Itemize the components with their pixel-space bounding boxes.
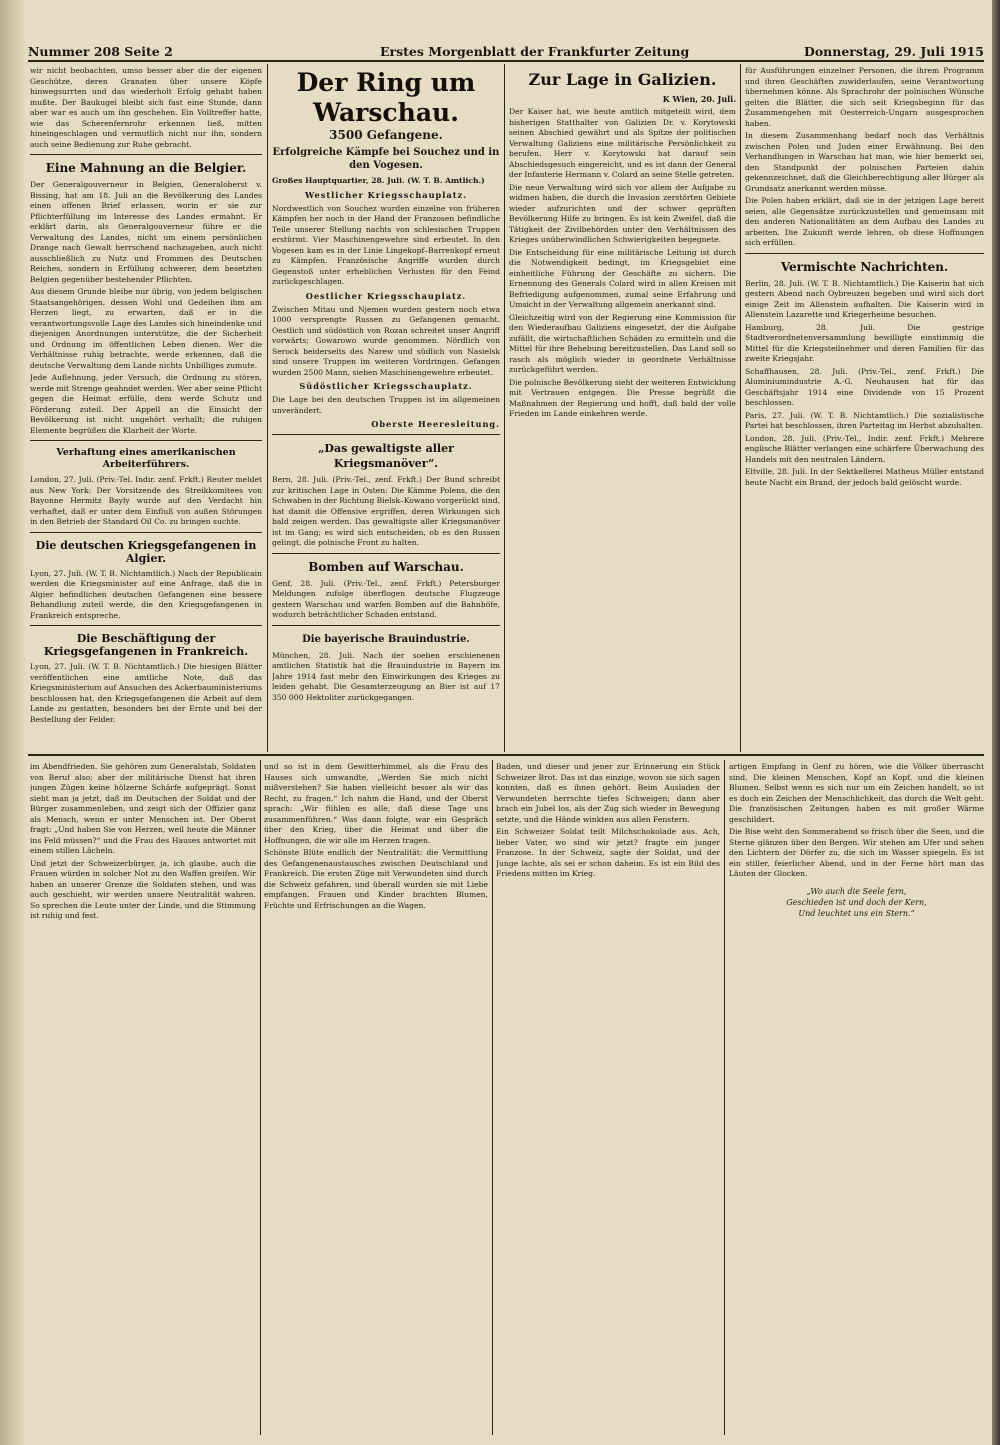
feuilleton-rule [28, 754, 984, 756]
feuilleton-text: Die Bise weht den Sommerabend so frisch über die Seen, und die Sterne glänzen über den Bergen. Wir stehen am Ufer und sehen den Lichtern der Dörfer zu, die sich im Wasser spiegeln. Es ist ein stiller, feierlicher Abend, und in der Ferne hört man das Läuten der Glocken. [729, 827, 984, 878]
headline-bomben: Bomben auf Warschau. [308, 559, 464, 574]
article-text: Bern, 28. Juli. (Priv.-Tel., zenf. Frkft.) Der Bund schreibt zur kritischen Lage in Osten: Die Kämme Polens, die den Schwaben in der Richtung Bielsk–Kowano vorgerückt sind, hat damit die Offensive ergriffen, deren Wirkungen sich bald zeigen werden. Das gewaltigste aller Kriegsmanöver ist im Gang; es wird sich entscheiden, ob es den Russen gelingt, die polnische Front zu halten. [272, 475, 500, 547]
issue-date: Donnerstag, 29. Juli 1915 [804, 44, 984, 59]
article-text: Die polnische Bevölkerung sieht der weiteren Entwicklung mit Vertrauen entgegen. Die Presse begrüßt die Maßnahmen der Regierung und hofft, daß bald der volle Frieden im Lande einkehren werde. [509, 377, 736, 418]
divider [30, 532, 262, 533]
feuilleton-column-4 [729, 762, 984, 1434]
feuilleton-column-3 [496, 762, 720, 1434]
subheadline-kaempfe: Erfolgreiche Kämpfe bei Souchez und in den Vogesen. [272, 147, 500, 171]
article-text: London, 27. Juli. (Priv.-Tel. Indir. zenf. Frkft.) Reuter meldet aus New York: Der Vorsitzende des Streikkomitees von Bayonne Hermitz Bayly wurde auf den Verdacht hin verhaftet, daß er unter dem Einfluß von außen Störungen in den Betrieb der Standard Oil Co. zu bringen suchte. [30, 475, 262, 526]
article-text: Berlin, 28. Juli. (W. T. B. Nichtamtlich.) Die Kaiserin hat sich gestern Abend nach Oybreuzen begeben und wird sich dort einige Zeit im Allenstein aufhalten. Die Kaiserin wird in Allenstein Lazarette und Kriegerheime besuchen. [745, 278, 984, 319]
column-3 [509, 66, 736, 752]
article-text: Der Generalgouverneur in Belgien, Generaloberst v. Bissing, hat am 18. Juli an die Bevölkerung des Landes einen offenen Brief erlassen, worin er sie zur Pflichterfüllung im Interesse des Landes ermahnt. Er erklärt darin, als Generalgouverneur führe er die Verwaltung des Landes, nicht um einem persönlichen Drange nach Gewalt herrschend nachzugeben, auch nicht ausschließlich zu Nutz und Frommen des Deutschen Reiches, sondern in Erfüllung schwerer, dem besetzten Belgien gegenüber bestehender Pflichten. [30, 180, 262, 284]
column-rule [724, 760, 725, 1435]
article-text: Zwischen Mitau und Njemen wurden gestern noch etwa 1000 versprengte Russen zu Gefangenen gemacht. Oestlich und südöstlich von Rozan schreitet unser Angriff vorwärts; Gowarowo wurde genommen. Nördlich von Serock beiderseits des Narew und südlich von Nasielsk sind unsere Truppen im weiteren Vordringen. Gefangen wurden 2500 Mann, sieben Maschinengewehre erbeutet. [272, 304, 500, 377]
article-text: London, 28. Juli. (Priv.-Tel., Indir. zenf. Frkft.) Mehrere englische Blätter verlangen eine schärfere Überwachung des Handels mit den neutralen Ländern. [745, 433, 984, 464]
page-edge-shadow [992, 0, 1000, 1445]
article-text: Jede Auflehnung, jeder Versuch, die Ordnung zu stören, werde mit Strenge geahndet werden. Wer aber seine Pflicht gegen die Heimat erfülle, dem werde Schutz und Förderung zuteil. Der Appell an die Einsicht der Bevölkerung ist nicht ungehört verhallt; die ruhigen Elemente begrüßen die Klarheit der Worte. [30, 373, 262, 435]
headline-kriegsmanoever: „Das gewaltigste aller Kriegsmanöver“. [318, 442, 454, 470]
article-text: Lyon, 27. Juli. (W. T. B. Nichtamtlich.) Die hiesigen Blätter veröffentlichen eine amtliche Note, daß das Kriegsministerium auf Ansuchen des Ackerbauministeriums beschlossen hat, den Kriegsgefangenen die Arbeit auf dem Lande zu gestatten, besonders bei der Ernte und bei der Bestellung der Felder. [30, 662, 262, 724]
subheadline-gefangene: 3500 Gefangene. [329, 128, 443, 142]
column-2 [272, 66, 500, 752]
article-text: Hamburg, 28. Juli. Die gestrige Stadtverordnetenversammlung bewilligte einstimmig die Mittel für die Kriegsteilnehmer und deren Familien für das zweite Kriegsjahr. [745, 322, 984, 363]
masthead-rule [28, 60, 984, 62]
divider [30, 440, 262, 441]
article-text: München, 28. Juli. Nach der soeben erschienenen amtlichen Statistik hat die Brauindustrie in Bayern im Jahre 1914 fast mehr den Einwirkungen des Krieges zu leiden gehabt. Die Gesamterzeugung an Bier ist auf 17 350 000 Hektoliter zurückgegangen. [272, 650, 500, 702]
signature: Oberste Heeresleitung. [371, 419, 500, 429]
article-text: Lyon, 27. Juli. (W. T. B. Nichtamtlich.) Nach der Republicain werden die Kriegsminister auf eine Anfrage, daß die in Algier befindlichen deutschen Gefangenen eine bessere Behandlung zuteil werde, die den Kriegsgefangenen in Frankreich entspreche. [30, 568, 262, 620]
headline-brauindustrie: Die bayerische Brauindustrie. [302, 633, 470, 645]
article-text: Die neue Verwaltung wird sich vor allem der Aufgabe zu widmen haben, die durch die Invasion zerstörten Gebiete wieder aufzurichten und der schwer geprüften Bevölkerung Hilfe zu bringen. Es ist kein Zweifel, daß die Tätigkeit der Zivilbehörden unter den Verhältnissen des Krieges unüberwindlichen Schwierigkeiten begegnete. [509, 182, 736, 244]
issue-number-page: Nummer 208 Seite 2 [28, 44, 173, 59]
feuilleton-text: und so ist in dem Gewitterhimmel, als die Frau des Hauses sich umwandte, „Werden Sie mich nicht mißverstehen? Sie haben vielleicht besser als wir das Recht, zu fragen.“ Ich nahm die Hand, und der Oberst sprach: „Wir fühlen es alle, daß diese Tage uns zusammenführen.“ Was dann folgte, war ein Gespräch über den Krieg, über die Heimat und über die Hoffnungen, die wir alle im Herzen tragen. [264, 762, 488, 845]
book-spine-shadow [0, 0, 26, 1445]
masthead [28, 44, 984, 60]
column-4 [745, 66, 984, 752]
headline-ring-um-warschau: Der Ring um Warschau. [296, 68, 476, 127]
feuilleton-column-1 [30, 762, 256, 1434]
article-text: wir nicht beobachten, umso besser aber die der eigenen Geschütze, deren Granaten über unsere Köpfe hinwegsurrten und das wiederholt Erfolg gehabt haben mußte. Der Baukugel bleibt sich fast eine Stunde, dann aber war es auch um ihn geschehen. Ein Volltreffer hatte, wie das Scherenfernrohr erkennen ließ, mitten hineingeschlagen und vermutlich nicht nur ihn, sondern auch seine Bedienung zur Ruhe gebracht. [30, 66, 262, 149]
article-text: Nordwestlich von Souchez wurden einzelne von früheren Kämpfen her noch in der Hand der Franzosen befindliche Teile unserer Stellung nachts von schlesischen Truppen erstürmt. Vier Maschinengewehre sind erbeutet. In den Vogesen kam es in der Linie Lingekopf–Barrenkopf erneut zu Kämpfen. Französische Angriffe wurden durch Gegenstoß unter erheblichen Verlusten für den Feind zurückgeschlagen. [272, 203, 500, 286]
headline-mahnung: Eine Mahnung an die Belgier. [45, 161, 247, 175]
column-rule [492, 760, 493, 1435]
verse-line: „Wo auch die Seele fern, [806, 886, 907, 896]
divider [272, 553, 500, 554]
column-rule [260, 760, 261, 1435]
article-text: Die Entscheidung für eine militärische Leitung ist durch die Notwendigkeit bedingt, im Kriegsgebiet eine einheitliche Führung der Geschäfte zu sichern. Die Ernennung des Generals Colard wird in allen Kreisen mit Befriedigung aufgenommen, zumal seine Erfahrung und Umsicht in der Verwaltung allgemein anerkannt sind. [509, 247, 736, 309]
column-1 [30, 66, 262, 752]
article-text: Die Lage bei den deutschen Truppen ist im allgemeinen unverändert. [272, 395, 500, 415]
divider [272, 434, 500, 435]
headline-beschaeftigung: Die Beschäftigung der Kriegsgefangenen in Frankreich. [43, 632, 249, 658]
headline-algier: Die deutschen Kriegsgefangenen in Algier. [35, 538, 257, 565]
headline-vermischte: Vermischte Nachrichten. [780, 259, 949, 274]
paper-title: Erstes Morgenblatt der Frankfurter Zeitung [380, 44, 690, 59]
feuilleton-text: artigen Empfang in Genf zu hören, wie die Völker überrascht sind. Die kleinen Menschen, Kopf an Kopf, und die kleinen Blumen. Selbst wenn es sich nur um ein Zeichen handelt, so ist es doch ein Zeichen der Menschlichkeit, das durch die Welt geht. Die französischen Zeitungen haben es mit großer Wärme geschildert. [729, 762, 984, 824]
article-text: Der Kaiser hat, wie heute amtlich mitgeteilt wird, dem bisherigen Statthalter von Galizien Dr. v. Korytowski seinen Abschied gewährt und als Spitze der politischen Verwaltung Galiziens eine militärische Persönlichkeit zu berufen. Herr v. Korytowski hat darauf sein Abschiedsgesuch eingereicht, und es ist dann der General der Infanterie Hermann v. Colard an seine Stelle getreten. [509, 107, 736, 179]
column-rule [740, 64, 741, 752]
feuilleton-text: Und jetzt der Schweizerbürger, ja, ich glaube, auch die Frauen würden in solcher Not zu den Waffen greifen. Wir haben an unserer Grenze die Soldaten stehen, und was auch geschieht, wir werden unsere Neutralität wahren. So sprechen die Leute unter der Linde, und die Stimmung ist ruhig und fest. [30, 858, 256, 920]
feuilleton-column-2 [264, 762, 488, 1434]
section-southeast: Südöstlicher Kriegsschauplatz. [299, 381, 473, 391]
article-text: Die Polen haben erklärt, daß sie in der jetzigen Lage bereit seien, alle Gegensätze zurückzustellen und gemeinsam mit den anderen Nationalitäten an dem Aufbau des Landes zu arbeiten. Die Zukunft werde lehren, ob diese Hoffnungen sich erfüllen. [745, 196, 984, 247]
feuilleton-text: im Abendfrieden. Sie gehören zum Generalstab, Soldaten von Beruf also; aber der militärische Dienst hat ihren jungen Zügen keine hölzerne Schärfe aufgeprägt. Sonst sieht man ja jetzt, daß im Deutschen der Soldat und der Bürger zusammenleben, und zeigt sich der Offizier ganz als Mensch, wenn er unter Menschen ist. Der Oberst fragt: „Und haben Sie von Herzen, weil heute die Männer ins Feld müssen?“ und die Frau des Hauses antwortet mit einem stillen Lächeln. [30, 762, 256, 855]
column-rule [267, 64, 268, 752]
column-rule [504, 64, 505, 752]
divider [272, 625, 500, 626]
feuilleton-text: Schönste Blüte endlich der Neutralität: die Vermittlung des Gefangenenaustausches zwischen Deutschland und Frankreich. Die ersten Züge mit Verwundeten sind durch die Schweiz gefahren, und überall wurden sie mit Liebe empfangen. Frauen und Kinder brachten Blumen, Früchte und Erfrischungen an die Wagen. [264, 848, 488, 910]
article-text: Paris, 27. Juli. (W. T. B. Nichtamtlich.) Die sozialistische Partei hat beschlossen, ihren Parteitag im Herbst abzuhalten. [745, 410, 984, 430]
verse-line: Geschieden ist und doch der Kern, [786, 897, 927, 907]
article-text: In diesem Zusammenhang bedarf noch das Verhältnis zwischen Polen und Juden einer Erwähnung. Bei den Verhandlungen in Warschau hat man, wie hier bemerkt sei, den Standpunkt der polnischen Parteien dahin gekennzeichnet, daß die Gleichberechtigung aller Bürger als Grundsatz anerkannt werden müsse. [745, 131, 984, 193]
article-text: Gleichzeitig wird von der Regierung eine Kommission für den Wiederaufbau Galiziens eingesetzt, der die Aufgabe zufällt, die wirtschaftlichen Schäden zu ermitteln und die Mittel für ihre Behebung bereitzustellen. Das Land soll so rasch als möglich wieder in geordnete Verhältnisse zurückgeführt werden. [509, 312, 736, 374]
article-text: Genf, 28. Juli. (Priv.-Tel., zenf. Frkft.) Petersburger Meldungen zufolge überflogen deutsche Flugzeuge gestern Warschau und warfen Bomben auf die Bahnhöfe, wodurch beträchtlicher Schaden entstand. [272, 578, 500, 619]
feuilleton-text: Ein Schweizer Soldat teilt Milchschokolade aus. Ach, lieber Vater, wo sind wir jetzt? fragte ein junger Franzose. In der Schweiz, sagte der Soldat, und der Junge lachte, als sei er schon daheim. Es ist ein Bild des Friedens mitten im Krieg. [496, 827, 720, 878]
dateline: K Wien, 20. Juli. [662, 94, 736, 104]
article-text: Aus diesem Grunde bleibe nur übrig, von jedem belgischen Staatsangehörigen, dessen Wohl und Gedeihen ihm am Herzen liegt, zu erwarten, daß er in die verantwortungsvolle Lage des Landes sich hineindenke und diejenigen Anordnungen unterstütze, die der Sicherheit und Ordnung im öffentlichen Leben dienen. Wer die Verhältnisse ruhig betrachte, werde erkennen, daß die deutsche Verwaltung dem Lande nichts Unbilliges zumute. [30, 287, 262, 370]
report-dateline: Großes Hauptquartier, 28. Juli. (W. T. B. Amtlich.) [272, 176, 485, 185]
divider [30, 625, 262, 626]
article-text: Schaffhausen, 28. Juli. (Priv.-Tel., zenf. Frkft.) Die Aluminiumindustrie A.-G. Neuhausen hat für das Geschäftsjahr 1914 eine Dividende von 15 Prozent beschlossen. [745, 366, 984, 407]
headline-verhaftung: Verhaftung eines amerikanischen Arbeiterführers. [56, 447, 236, 470]
divider [745, 253, 984, 254]
article-text: Eltville, 28. Juli. In der Sektkellerei Matheus Müller entstand heute Nacht ein Brand, der jedoch bald gelöscht wurde. [745, 467, 984, 487]
article-text: für Ausführungen einzelner Personen, die ihrem Programm und ihren Geschäften zuwiderlaufen, seine Verantwortung übernehmen könne. Als Sprachrohr der polnischen Wünsche gelten die Blätter, die sich seit Kriegsbeginn für das Zusammengehen mit Oesterreich-Ungarn ausgesprochen haben. [745, 66, 984, 128]
feuilleton-text: Baden, und dieser und jener zur Erinnerung ein Stück Schweizer Brot. Das ist das einzige, wovon sie sich sagen konnten, daß es ihnen gehört. Beim Ausladen der Verwundeten herrschte tiefes Schweigen; dann aber brach ein Jubel los, als der Zug sich wieder in Bewegung setzte, und die Hände winkten aus allen Fenstern. [496, 762, 720, 824]
verse-line: Und leuchtet uns ein Stern.“ [798, 908, 915, 918]
section-east: Oestlicher Kriegsschauplatz. [305, 290, 467, 301]
section-west: Westlicher Kriegsschauplatz. [305, 189, 467, 200]
divider [30, 154, 262, 155]
headline-galizien: Zur Lage in Galizien. [528, 70, 717, 89]
